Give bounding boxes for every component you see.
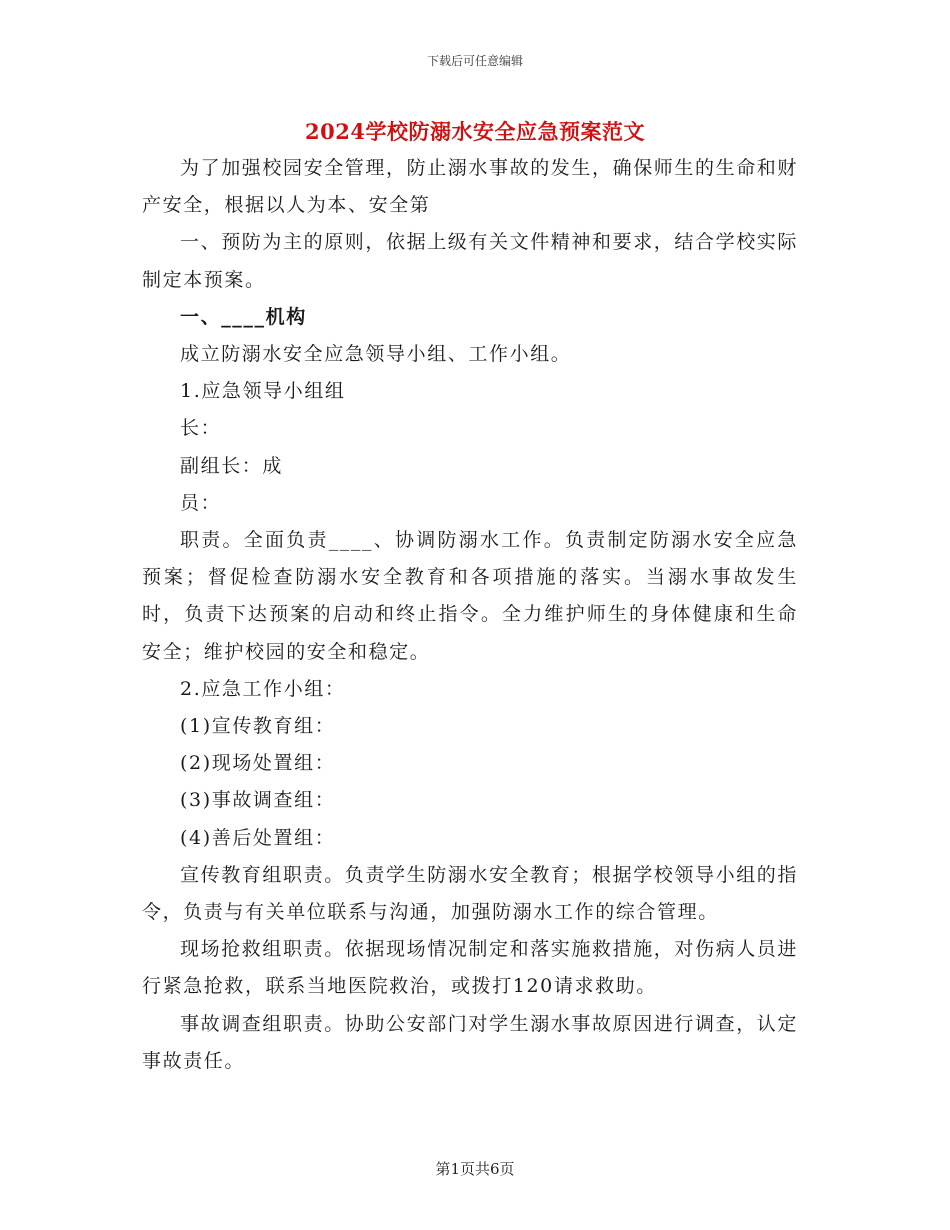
document-title: 2024学校防溺水安全应急预案范文: [305, 119, 645, 144]
list-item-leadership-group: 1.应急领导小组组: [180, 380, 346, 403]
paragraph-principle: 一、预防为主的原则，依据上级有关文件精神和要求，结合学校实际制定本预案。: [142, 231, 799, 291]
list-item-members: 员：: [180, 491, 222, 514]
paragraph-publicity-duties: 宣传教育组职责。负责学生防溺水安全教育；根据学校领导小组的指令，负责与有关单位联系与沟通，加强防溺水工作的综合管理。: [142, 863, 799, 924]
page-header: 下载后可任意编辑: [426, 54, 523, 68]
paragraph-leadership-duties: 职责。全面负责____、协调防溺水工作。负责制定防溺水安全应急预案；督促检查防溺水安全教育和各项措施的落实。当溺水事故发生时，负责下达预案的启动和终止指令。全力维护师生的身体健康和生命安全；维护校园的安全和稳定。: [142, 529, 798, 663]
paragraph-investigation-duties: 事故调查组职责。协助公安部门对学生溺水事故原因进行调查，认定事故责任。: [142, 1012, 799, 1072]
paragraph-rescue-duties: 现场抢救组职责。依据现场情况制定和落实施救措施，对伤病人员进行紧急抢救，联系当地医院救治，或拨打120请求救助。: [142, 938, 799, 998]
paragraph-establish-groups: 成立防溺水安全应急领导小组、工作小组。: [180, 343, 572, 366]
list-item-investigation-group: (3)事故调查组：: [180, 789, 336, 812]
list-item-group-leader: 长：: [180, 417, 222, 440]
list-item-onsite-group: (2)现场处置组：: [180, 752, 336, 775]
list-item-work-groups: 2.应急工作小组：: [180, 677, 346, 700]
list-item-aftermath-group: (4)善后处置组：: [180, 826, 336, 849]
page-number: 第1页共6页: [435, 1160, 515, 1178]
document-body: [142, 150, 798, 1080]
paragraph-intro: 为了加强校园安全管理，防止溺水事故的发生，确保师生的生命和财产安全，根据以人为本、安全第: [142, 157, 799, 217]
list-item-deputy-leader: 副组长：成: [180, 454, 284, 477]
section-heading-organization: 一、____机构: [180, 305, 307, 328]
list-item-publicity-group: (1)宣传教育组：: [180, 715, 336, 738]
